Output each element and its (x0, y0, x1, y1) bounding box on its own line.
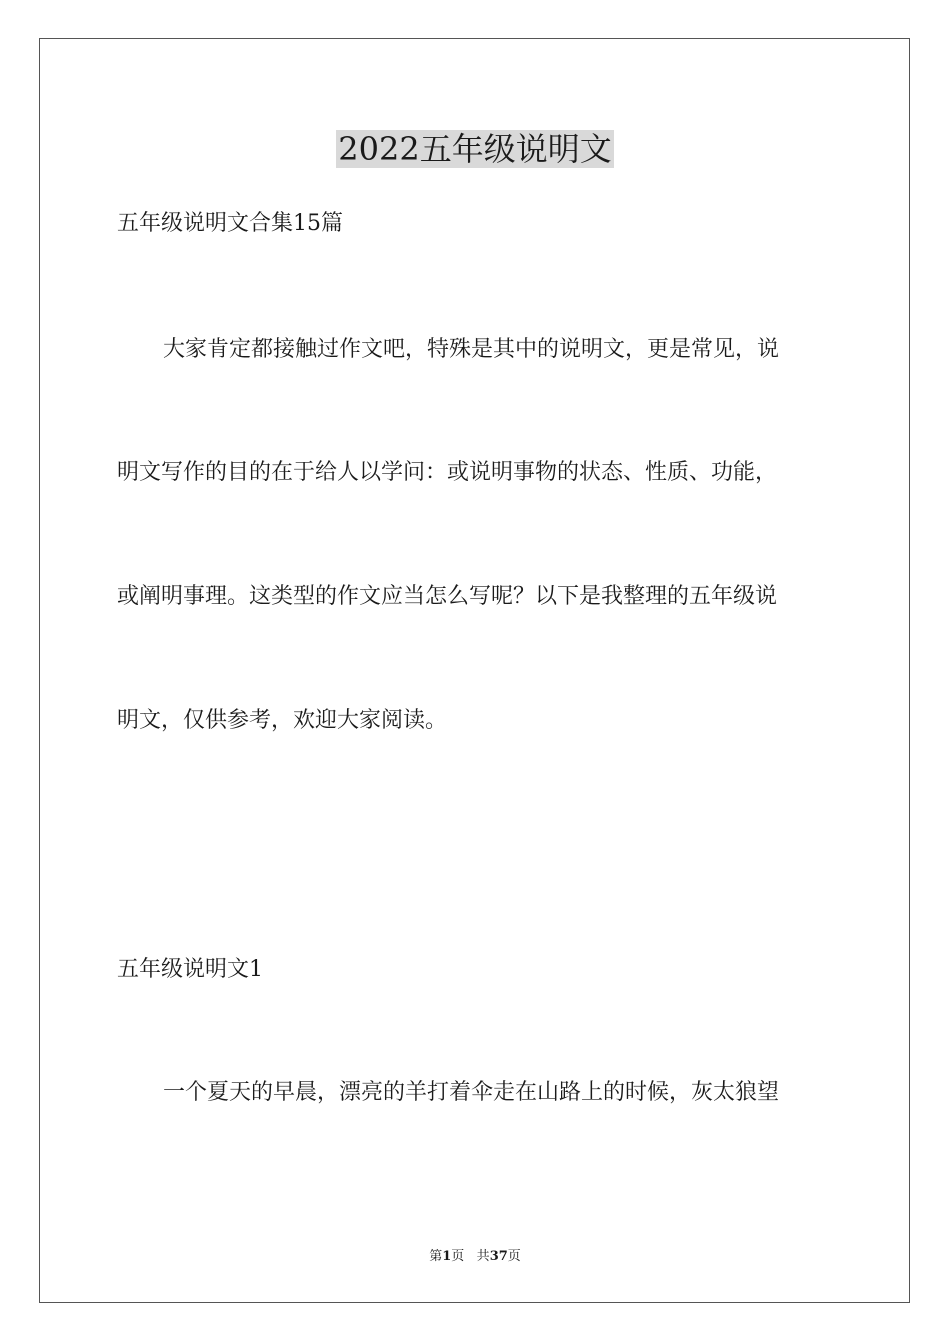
intro-line-2: 明文写作的目的在于给人以学问：或说明事物的状态、性质、功能， (117, 460, 778, 485)
section-heading: 五年级说明文1 (117, 957, 263, 982)
intro-line-1: 大家肯定都接触过作文吧，特殊是其中的说明文，更是常见，说 (163, 337, 780, 362)
footer-total-suffix: 页 (507, 1249, 521, 1264)
intro-line-4: 明文，仅供参考，欢迎大家阅读。 (117, 708, 448, 733)
document-title (0, 127, 950, 171)
page-footer (0, 1248, 950, 1266)
intro-line-3: 或阐明事理。这类型的作文应当怎么写呢？以下是我整理的五年级说 (117, 584, 778, 609)
footer-prefix: 第 (429, 1249, 443, 1264)
footer-total-pages: 37 (489, 1249, 508, 1264)
document-subtitle: 五年级说明文合集15篇 (117, 211, 343, 236)
section-line-1: 一个夏天的早晨，漂亮的羊打着伞走在山路上的时候，灰太狼望 (163, 1080, 780, 1105)
footer-total-prefix: 共 (476, 1249, 490, 1264)
footer-page-suffix: 页 (451, 1249, 465, 1264)
document-title-text: 2022五年级说明文 (338, 130, 612, 168)
footer-current-page: 1 (442, 1249, 452, 1264)
